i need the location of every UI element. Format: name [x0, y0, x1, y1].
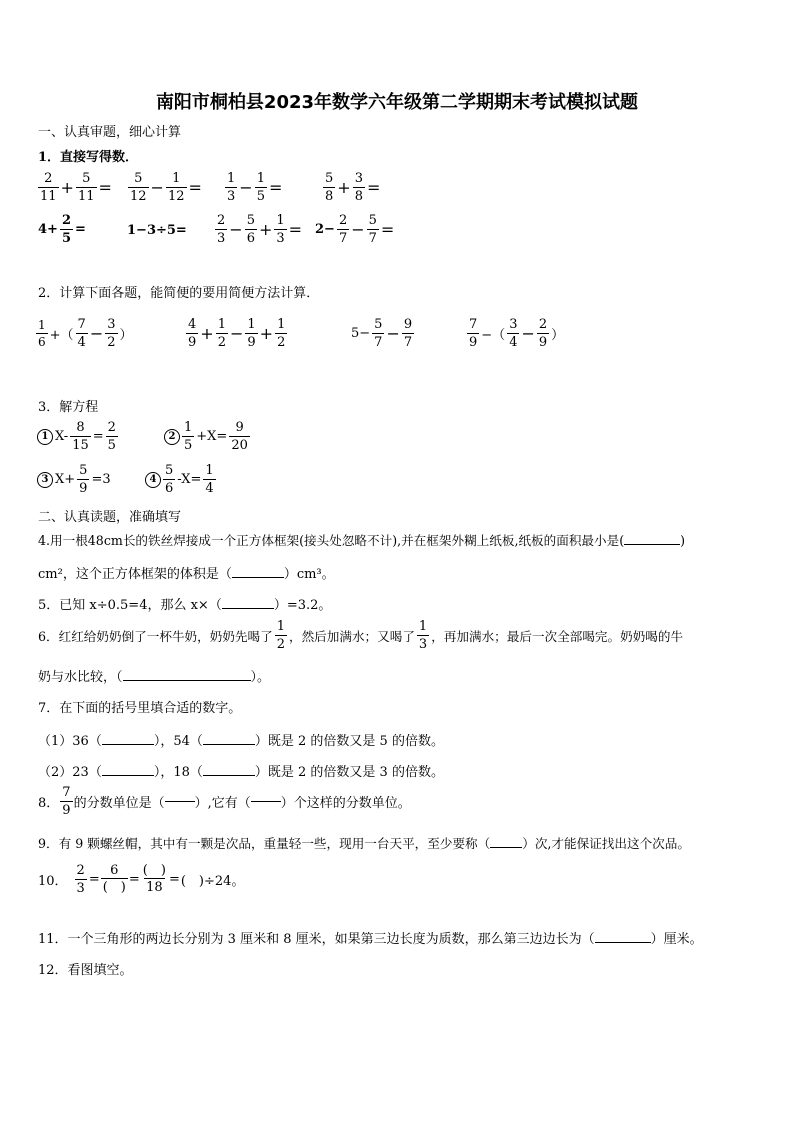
question-4-line-1: 4.用一根48cm长的铁丝焊接成一个正方体框架(接头处忽略不计),并在框架外糊上纸板,纸板的面积最小是( ) — [38, 533, 686, 548]
fraction: $\frac{1}{4}$ — [205, 463, 214, 496]
fraction-with-blank: $\frac{( )}{18}$ — [142, 863, 166, 895]
answer-blank[interactable] — [203, 775, 255, 776]
question-11: 11．一个三角形的两边长分别为 3 厘米和 8 厘米，如果第三边长度为质数，那么第三边边长为（ ）厘米。 — [38, 932, 703, 947]
fraction: $\frac{3}{8}$ — [354, 171, 363, 204]
fraction-with-blank: $\frac{6}{( )}$ — [102, 863, 126, 895]
question-3-label: 3．解方程 — [38, 400, 99, 415]
answer-blank[interactable] — [490, 847, 522, 848]
circled-number: 4 — [145, 472, 161, 488]
answer-blank[interactable] — [102, 775, 154, 776]
question-9: 9．有 9 颗螺丝帽，其中有一颗是次品，重量轻一些，现用一台天平，至少要称（ ）次,才能保证找出这个次品。 — [38, 836, 690, 851]
fraction: $\frac{5}{9}$ — [79, 463, 88, 496]
fraction: $\frac{8}{15}$ — [72, 420, 89, 453]
q2-item-4: $\frac{7}{9}$ −（ $\frac{3}{4}$ − $\frac{2}{9}$ ） — [469, 317, 565, 350]
fraction: $\frac{2}{3}$ — [76, 863, 85, 896]
q1-item-4: $\frac{5}{8}$ + $\frac{3}{8}$ = — [325, 171, 381, 204]
answer-blank[interactable] — [222, 608, 274, 609]
circled-number: 2 — [164, 429, 180, 445]
fraction: $\frac{1}{3}$ — [227, 171, 236, 204]
fraction: $\frac{5}{6}$ — [246, 213, 255, 246]
question-8: 8． $\frac{7}{9}$ 的分数单位是（ ）,它有（ ）个这样的分数单位。 — [38, 785, 411, 818]
fraction: $\frac{7}{4}$ — [77, 317, 86, 350]
fraction: $\frac{1}{12}$ — [167, 171, 185, 204]
fraction: $\frac{7}{9}$ — [469, 317, 478, 350]
equation-4: 4 $\frac{5}{6}$ -X= $\frac{1}{4}$ — [145, 464, 217, 495]
fraction: $\frac{9}{20}$ — [231, 420, 248, 453]
q1-item-7: $\frac{2}{3}$ − $\frac{5}{6}$ + $\frac{1}{3}$ = — [217, 213, 303, 246]
fraction: $\frac{1}{3}$ — [418, 619, 428, 652]
q1-item-1: $\frac{2}{11}$ + $\frac{5}{11}$ = — [40, 171, 112, 204]
answer-blank[interactable] — [165, 801, 195, 802]
fraction: $\frac{1}{5}$ — [256, 171, 265, 204]
fraction: $\frac{2}{7}$ — [338, 213, 348, 246]
fraction: $\frac{2}{3}$ — [217, 213, 226, 246]
fraction: $\frac{2}{5}$ — [107, 420, 116, 453]
q1-item-2: $\frac{5}{12}$ − $\frac{1}{12}$ = — [130, 171, 202, 204]
question-6-line-1: 6．红红给奶奶倒了一杯牛奶，奶奶先喝了 $\frac{1}{2}$ ，然后加满水；又喝了 $\frac{1}{3}$ ，再加满水；最后一次全部喝完。奶奶喝的牛 — [38, 619, 684, 652]
q1-item-5: 4+ $\frac{2}{5}$ = — [38, 213, 86, 246]
question-2-label: 2．计算下面各题，能简便的要用简便方法计算． — [38, 286, 320, 301]
fraction: $\frac{1}{9}$ — [247, 317, 256, 350]
question-7-label: 7．在下面的括号里填合适的数字。 — [38, 701, 242, 716]
fraction: $\frac{1}{5}$ — [184, 420, 193, 453]
equation-1: 1 X- $\frac{8}{15}$ = $\frac{2}{5}$ — [37, 421, 119, 452]
q2-item-1: $\frac{1}{6}$ +（ $\frac{7}{4}$ − $\frac{3}{2}$ ） — [38, 317, 133, 350]
q2-item-2: $\frac{4}{9}$ + $\frac{1}{2}$ − $\frac{1}{9}$ + $\frac{1}{2}$ — [188, 317, 286, 350]
answer-blank[interactable] — [595, 942, 651, 943]
question-7-part-2: （2）23（ ），18（ ）既是 2 的倍数又是 3 的倍数。 — [38, 765, 444, 780]
question-5: 5．已知 x÷0.5=4，那么 x×（ ）=3.2。 — [38, 598, 332, 613]
fraction: $\frac{5}{7}$ — [368, 213, 377, 246]
circled-number: 3 — [37, 472, 53, 488]
answer-blank[interactable] — [102, 744, 154, 745]
equation-3: 3 X+ $\frac{5}{9}$ =3 — [37, 464, 112, 495]
page-title: 南阳市桐柏县2023年数学六年级第二学期期末考试模拟试题 — [155, 92, 639, 113]
division-blank: ( )÷24。 — [180, 874, 245, 889]
fraction: $\frac{1}{2}$ — [276, 619, 285, 652]
fraction: $\frac{5}{12}$ — [130, 171, 147, 204]
answer-blank[interactable] — [232, 577, 284, 578]
answer-blank[interactable] — [123, 680, 251, 681]
fraction: $\frac{3}{4}$ — [509, 317, 518, 350]
section-heading-2: 二、认真读题，准确填写 — [38, 510, 182, 525]
question-4-line-2: cm²，这个正方体框架的体积是（ ）cm³。 — [38, 567, 335, 582]
answer-blank[interactable] — [203, 744, 255, 745]
question-6-line-2: 奶与水比较，（ ）。 — [38, 670, 271, 685]
fraction: $\frac{1}{2}$ — [217, 317, 226, 350]
fraction: $\frac{1}{2}$ — [277, 317, 286, 350]
q2-item-3: 5− $\frac{5}{7}$ − $\frac{9}{7}$ — [351, 317, 413, 350]
circled-number: 1 — [37, 429, 53, 445]
fraction: $\frac{7}{9}$ — [62, 785, 71, 818]
equation-2: 2 $\frac{1}{5}$ +X= $\frac{9}{20}$ — [164, 421, 251, 452]
section-heading-1: 一、认真审题，细心计算 — [38, 125, 182, 140]
fraction: $\frac{5}{8}$ — [325, 171, 334, 204]
fraction: $\frac{9}{7}$ — [403, 317, 413, 350]
fraction: $\frac{1}{6}$ — [38, 318, 46, 349]
fraction: $\frac{3}{2}$ — [107, 317, 116, 350]
question-10: 10． $\frac{2}{3}$ = $\frac{6}{( )}$ = $\frac{( )}{18}$ = ( )÷24。 — [38, 863, 245, 896]
answer-blank[interactable] — [624, 544, 680, 545]
question-7-part-1: （1）36（ ），54（ ）既是 2 的倍数又是 5 的倍数。 — [38, 734, 444, 749]
answer-blank[interactable] — [251, 801, 281, 802]
fraction: $\frac{5}{11}$ — [77, 171, 95, 204]
q1-item-8: 2− $\frac{2}{7}$ − $\frac{5}{7}$ = — [315, 213, 395, 246]
fraction: $\frac{5}{6}$ — [165, 463, 174, 496]
q1-item-6: 1−3÷5= — [127, 223, 187, 238]
fraction: $\frac{2}{11}$ — [40, 171, 57, 204]
q1-item-3: $\frac{1}{3}$ − $\frac{1}{5}$ = — [227, 171, 283, 204]
question-1-label: 1．直接写得数． — [38, 150, 139, 165]
fraction: $\frac{1}{3}$ — [276, 213, 285, 246]
fraction: $\frac{2}{9}$ — [538, 317, 548, 350]
fraction: $\frac{4}{9}$ — [188, 317, 197, 350]
question-12-label: 12．看图填空。 — [38, 963, 133, 978]
fraction: $\frac{2}{5}$ — [61, 213, 71, 246]
fraction: $\frac{5}{7}$ — [374, 317, 383, 350]
